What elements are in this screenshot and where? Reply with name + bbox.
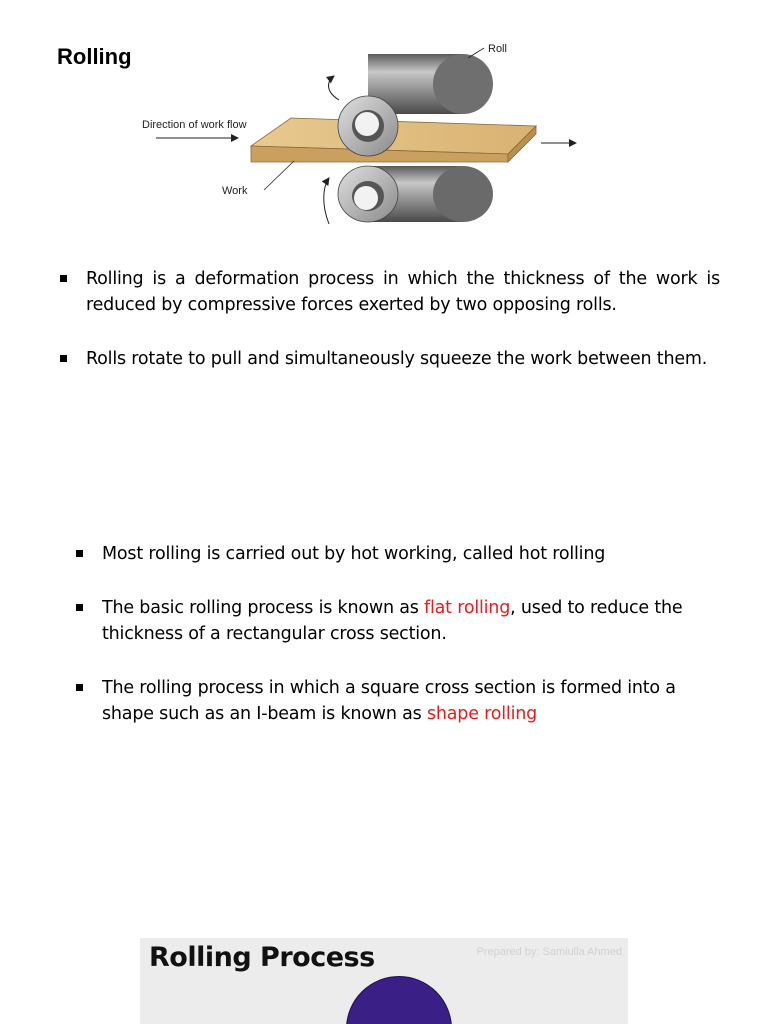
highlight-shape-rolling: shape rolling — [426, 704, 538, 724]
label-roll: Roll — [488, 43, 507, 55]
page-title: Rolling — [57, 44, 132, 69]
slide-credit: Prepared by: Samiulla Ahmed — [476, 946, 622, 958]
list-item — [72, 595, 712, 647]
list-item: Rolling is a deformation process in which the thickness of the work is reduced by compressive forces exerted by two opposing rolls. — [56, 266, 720, 318]
item-text: , used to reduce the thickness of a rectangular cross section. — [102, 598, 683, 644]
slide-thumbnail — [140, 938, 628, 1024]
list-item: Most rolling is carried out by hot working, called hot rolling — [72, 541, 712, 567]
section-2-bullets — [72, 541, 712, 755]
item-text: The basic rolling process is known as — [102, 598, 425, 618]
purple-circle — [346, 976, 452, 1024]
item-text: The rolling process in which a square cross section is formed into a shape such as an I-beam is known as — [102, 678, 676, 724]
highlight-flat-rolling: flat rolling — [424, 598, 511, 618]
bottom-rotation-arrow — [324, 178, 329, 224]
section-1-bullets — [56, 266, 720, 400]
top-rotation-arrow — [329, 76, 339, 100]
rolling-diagram — [136, 36, 586, 236]
label-direction: Direction of work flow — [142, 119, 247, 131]
list-item — [72, 675, 712, 727]
list-item: Rolls rotate to pull and simultaneously squeeze the work between them. — [56, 346, 720, 372]
bottom-roll — [338, 166, 493, 222]
label-work: Work — [222, 185, 248, 197]
slide-title: Rolling Process — [149, 942, 375, 973]
